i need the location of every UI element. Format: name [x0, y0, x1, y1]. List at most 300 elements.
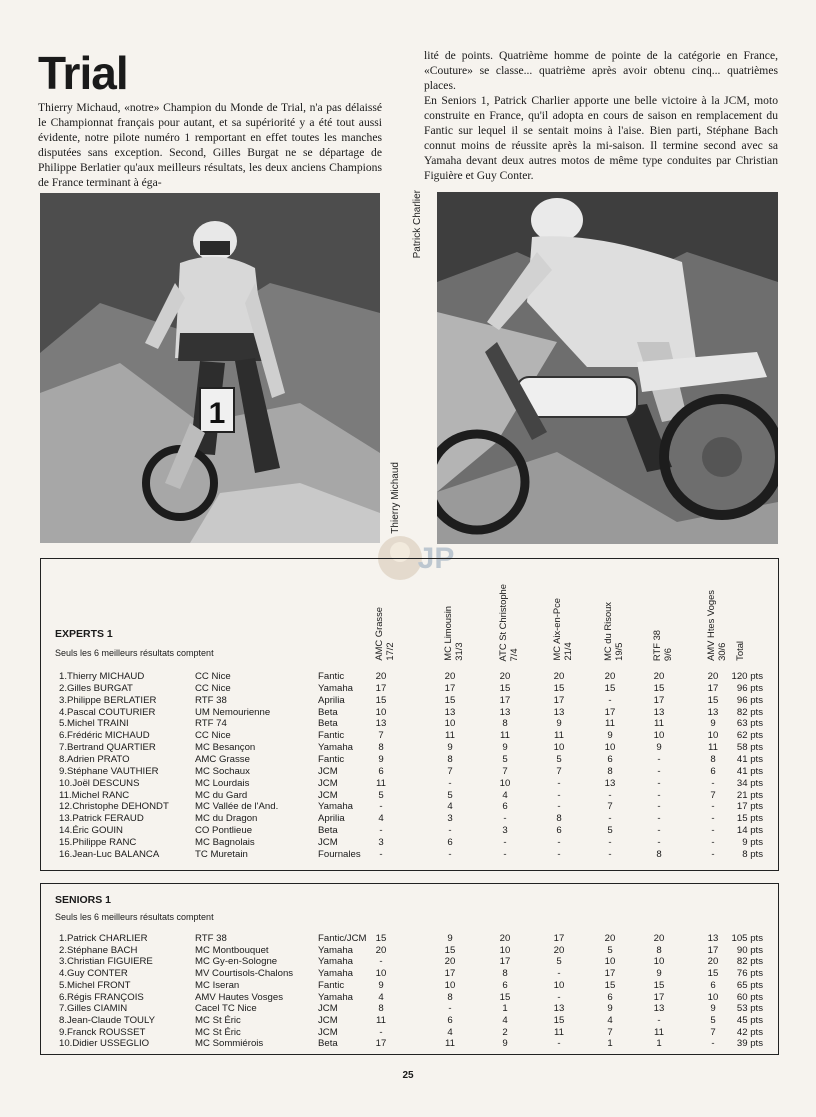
round-score: 20: [444, 956, 456, 968]
round-score: 10: [604, 742, 616, 754]
rider-name: 1.Patrick CHARLIER: [59, 933, 148, 944]
motorcycle-make: Yamaha: [318, 742, 354, 754]
motorcycle-make: Fantic: [318, 753, 345, 765]
round-score: -: [557, 836, 561, 848]
table-row: [41, 849, 778, 861]
motorcycle-make: Beta: [318, 825, 338, 837]
round-score: 10: [375, 968, 387, 980]
round-score: 20: [653, 933, 665, 944]
round-score: 17: [375, 1038, 387, 1050]
rider-club: MC Vallée de l'And.: [195, 801, 279, 813]
rider-name: 3.Philippe BERLATIER: [59, 694, 157, 706]
rider-club: RTF 38: [195, 933, 227, 944]
total-points: 9 pts: [742, 836, 763, 848]
round-score: 10: [444, 718, 456, 730]
round-score: 8: [656, 848, 662, 860]
round-score: 13: [604, 777, 616, 789]
round-score: 4: [607, 1014, 613, 1026]
table-row: [41, 730, 778, 742]
round-score: 17: [604, 706, 616, 718]
round-score: 10: [499, 944, 511, 956]
motorcycle-make: Aprilia: [318, 813, 345, 825]
round-score: 20: [499, 933, 511, 944]
round-score: 11: [554, 730, 564, 742]
rider-club: UM Nemourienne: [195, 706, 271, 718]
round-score: 1: [502, 1003, 508, 1015]
round-score: 11: [554, 1026, 564, 1038]
total-points: 82 pts: [736, 956, 763, 968]
round-score: -: [379, 1026, 383, 1038]
total-points: 41 pts: [736, 765, 763, 777]
round-score: 13: [653, 1003, 665, 1015]
round-score: -: [448, 777, 452, 789]
rider-illustration: [437, 192, 778, 544]
table-row: [41, 933, 778, 945]
round-score: 9: [556, 718, 562, 730]
rider-club: CC Nice: [195, 682, 231, 694]
motorcycle-make: Fantic: [318, 979, 345, 991]
round-score: 11: [445, 730, 455, 742]
total-points: 96 pts: [736, 682, 763, 694]
round-score: -: [657, 765, 661, 777]
round-score: 5: [378, 789, 384, 801]
rider-club: AMV Hautes Vosges: [195, 991, 283, 1003]
column-header-label: AMV Htes Voges 30/6: [705, 590, 727, 661]
round-score: 3: [378, 836, 384, 848]
round-score: 8: [447, 991, 453, 1003]
round-score: 15: [553, 682, 565, 694]
round-score: 9: [710, 1003, 716, 1015]
round-score: -: [557, 848, 561, 860]
rider-club: CC Nice: [195, 730, 231, 742]
table-row: [41, 683, 778, 695]
rider-club: Cacel TC Nice: [195, 1003, 257, 1015]
table-row: [41, 1027, 778, 1039]
round-score: 15: [499, 991, 511, 1003]
rider-club: MC Bagnolais: [195, 836, 255, 848]
round-score: 9: [447, 933, 453, 944]
round-score: 7: [710, 789, 716, 801]
race-bib-number: 1: [208, 397, 226, 430]
round-score: -: [448, 1003, 452, 1015]
round-score: 10: [604, 956, 616, 968]
round-score: 11: [376, 1014, 386, 1026]
motorcycle-make: Yamaha: [318, 968, 354, 980]
round-score: -: [711, 813, 715, 825]
total-points: 15 pts: [736, 813, 763, 825]
round-score: 20: [707, 671, 719, 682]
column-header: [551, 559, 575, 661]
round-score: 9: [710, 718, 716, 730]
round-score: 6: [607, 753, 613, 765]
round-score: 15: [707, 694, 719, 706]
table-row: [41, 790, 778, 802]
round-score: 15: [604, 979, 616, 991]
round-score: 11: [708, 742, 718, 754]
round-score: 7: [710, 1026, 716, 1038]
total-points: 82 pts: [736, 706, 763, 718]
motorcycle-make: JCM: [318, 765, 338, 777]
table-row: [41, 968, 778, 980]
motorcycle-make: JCM: [318, 1014, 338, 1026]
rider-name: 7.Gilles CIAMIN: [59, 1003, 128, 1015]
round-score: 13: [553, 1003, 565, 1015]
motorcycle-make: Yamaha: [318, 944, 354, 956]
round-score: -: [711, 836, 715, 848]
motorcycle-make: JCM: [318, 789, 338, 801]
round-score: -: [711, 801, 715, 813]
round-score: 11: [654, 1026, 664, 1038]
motorcycle-make: JCM: [318, 1003, 338, 1015]
table-row: [41, 695, 778, 707]
round-score: 6: [502, 801, 508, 813]
motorcycle-make: JCM: [318, 777, 338, 789]
round-score: -: [608, 694, 612, 706]
rider-club: MC Sommiérois: [195, 1038, 264, 1050]
round-score: 10: [707, 730, 719, 742]
table-title: SENIORS 1: [55, 894, 112, 906]
total-points: 76 pts: [736, 968, 763, 980]
round-score: -: [503, 813, 507, 825]
total-points: 60 pts: [736, 991, 763, 1003]
round-score: 15: [553, 1014, 565, 1026]
rider-name: 9.Franck ROUSSET: [59, 1026, 146, 1038]
round-score: 15: [444, 694, 456, 706]
rider-club: MC St Éric: [195, 1014, 241, 1026]
round-score: -: [557, 968, 561, 980]
round-score: 8: [656, 944, 662, 956]
page-title: Trial: [38, 47, 128, 99]
total-points: 17 pts: [736, 801, 763, 813]
round-score: 5: [556, 956, 562, 968]
total-points: 62 pts: [736, 730, 763, 742]
round-score: -: [557, 1038, 561, 1050]
rider-club: MC Lourdais: [195, 777, 250, 789]
motorcycle-make: Fantic: [318, 671, 345, 682]
table-row: [41, 1038, 778, 1050]
round-score: -: [448, 825, 452, 837]
round-score: 7: [447, 765, 453, 777]
table-row: [41, 707, 778, 719]
table-row: [41, 813, 778, 825]
rider-name: 9.Stéphane VAUTHIER: [59, 765, 159, 777]
rider-club: MV Courtisols-Chalons: [195, 968, 294, 980]
table-row: [41, 742, 778, 754]
photo-caption-right: Patrick Charlier: [412, 190, 423, 259]
round-score: 6: [447, 836, 453, 848]
rider-name: 5.Michel TRAINI: [59, 718, 129, 730]
motorcycle-make: Yamaha: [318, 991, 354, 1003]
round-score: 8: [710, 753, 716, 765]
round-score: 20: [604, 933, 616, 944]
round-score: 17: [499, 694, 511, 706]
round-score: 10: [553, 742, 565, 754]
round-score: 11: [654, 718, 664, 730]
total-points: 90 pts: [736, 944, 763, 956]
round-score: 10: [444, 979, 456, 991]
motorcycle-make: Aprilia: [318, 694, 345, 706]
round-score: 5: [607, 944, 613, 956]
round-score: -: [557, 991, 561, 1003]
round-score: 8: [502, 718, 508, 730]
round-score: 20: [499, 671, 511, 682]
table-row: [41, 766, 778, 778]
round-score: 20: [707, 956, 719, 968]
total-points: 63 pts: [736, 718, 763, 730]
round-score: 13: [707, 933, 719, 944]
round-score: 9: [378, 979, 384, 991]
round-score: 7: [607, 801, 613, 813]
column-header: [497, 559, 521, 661]
rider-name: 8.Adrien PRATO: [59, 753, 130, 765]
motorcycle-make: JCM: [318, 836, 338, 848]
round-score: -: [557, 801, 561, 813]
table-row: [41, 754, 778, 766]
table-row: [41, 825, 778, 837]
round-score: 17: [444, 682, 456, 694]
total-points: 8 pts: [742, 848, 763, 860]
page-number: 25: [402, 1070, 414, 1081]
round-score: 3: [447, 813, 453, 825]
round-score: 6: [502, 979, 508, 991]
total-points: 34 pts: [736, 777, 763, 789]
rider-name: 6.Régis FRANÇOIS: [59, 991, 144, 1003]
motorcycle-make: Yamaha: [318, 801, 354, 813]
round-score: 15: [653, 979, 665, 991]
round-score: 13: [653, 706, 665, 718]
column-header-label: ATC St Christophe 7/4: [497, 583, 519, 661]
round-score: 11: [605, 718, 615, 730]
round-score: 7: [607, 1026, 613, 1038]
rider-club: MC Besançon: [195, 742, 256, 754]
column-header: [651, 559, 675, 661]
round-score: 7: [556, 765, 562, 777]
motorcycle-make: Fantic/JCM: [318, 933, 367, 944]
round-score: 20: [553, 671, 565, 682]
photo-patrick-charlier: [437, 192, 778, 544]
column-header: [705, 559, 729, 661]
rider-illustration: [40, 193, 380, 543]
article-paragraph: En Seniors 1, Patrick Charlier apporte une belle victoire à la JCM, moto construite en France, qu'il adopta en cours de saison en remplacement du Fantic sur lequel il se sentait moins à l'aise. Bien parti, Stéphane Bach connut moins de réussite après la mi-saison. Il termine second avec sa Yamaha devant deux autres motos de même type conduites par Christian Figuière et Guy Conter.: [424, 94, 778, 182]
photo-thierry-michaud: [40, 193, 380, 543]
round-score: 7: [502, 765, 508, 777]
round-score: 9: [378, 753, 384, 765]
round-score: 11: [500, 730, 510, 742]
rider-club: CO Pontlieue: [195, 825, 253, 837]
total-points: 45 pts: [736, 1014, 763, 1026]
round-score: 8: [447, 753, 453, 765]
round-score: 17: [553, 933, 565, 944]
round-score: 15: [375, 933, 387, 944]
round-score: 6: [607, 991, 613, 1003]
round-score: 8: [556, 813, 562, 825]
table-row: [41, 1003, 778, 1015]
column-header-label: RTF 38 9/6: [651, 629, 673, 661]
seniors-standings-table: [40, 883, 779, 1055]
round-score: 6: [710, 979, 716, 991]
rider-name: 4.Guy CONTER: [59, 968, 128, 980]
round-score: 4: [502, 1014, 508, 1026]
article-column-right: [424, 48, 778, 183]
motorcycle-make: Beta: [318, 718, 338, 730]
total-points: 21 pts: [736, 789, 763, 801]
round-score: 17: [499, 956, 511, 968]
round-score: 17: [444, 968, 456, 980]
rider-club: MC du Dragon: [195, 813, 258, 825]
rider-name: 6.Frédéric MICHAUD: [59, 730, 150, 742]
rider-name: 2.Gilles BURGAT: [59, 682, 133, 694]
rider-name: 10.Didier USSEGLIO: [59, 1038, 150, 1050]
round-score: -: [379, 848, 383, 860]
column-header-label: MC Limousin 31/3: [442, 606, 464, 661]
round-score: 9: [607, 1003, 613, 1015]
column-header: [373, 559, 397, 661]
round-score: 15: [499, 682, 511, 694]
round-score: 10: [375, 706, 387, 718]
round-score: 17: [653, 694, 665, 706]
round-score: -: [711, 848, 715, 860]
round-score: 8: [607, 765, 613, 777]
round-score: 10: [553, 979, 565, 991]
round-score: 20: [375, 944, 387, 956]
table-row: [41, 671, 778, 683]
round-score: 20: [553, 944, 565, 956]
motorcycle-make: Yamaha: [318, 682, 354, 694]
rider-club: MC Sochaux: [195, 765, 250, 777]
total-points: 14 pts: [736, 825, 763, 837]
round-score: 3: [502, 825, 508, 837]
column-header: [442, 559, 466, 661]
round-score: 6: [447, 1014, 453, 1026]
round-score: 13: [553, 706, 565, 718]
round-score: -: [503, 836, 507, 848]
motorcycle-make: Beta: [318, 706, 338, 718]
round-score: 15: [604, 682, 616, 694]
round-score: -: [657, 1014, 661, 1026]
total-points: 53 pts: [736, 1003, 763, 1015]
round-score: 10: [653, 956, 665, 968]
round-score: -: [657, 813, 661, 825]
motorcycle-make: Fantic: [318, 730, 345, 742]
motorcycle-make: JCM: [318, 1026, 338, 1038]
round-score: 7: [378, 730, 384, 742]
round-score: -: [608, 813, 612, 825]
round-score: 9: [502, 742, 508, 754]
rider-club: CC Nice: [195, 671, 231, 682]
round-score: 17: [553, 694, 565, 706]
round-score: 1: [607, 1038, 613, 1050]
rider-name: 4.Pascal COUTURIER: [59, 706, 156, 718]
round-score: 5: [447, 789, 453, 801]
column-header-label: MC Aix-en-Pce 21/4: [551, 598, 573, 661]
round-score: -: [379, 825, 383, 837]
table-row: [41, 801, 778, 813]
round-score: 13: [707, 706, 719, 718]
motorcycle-make: Beta: [318, 1038, 338, 1050]
round-score: 4: [378, 991, 384, 1003]
round-score: 10: [499, 777, 511, 789]
round-score: 9: [502, 1038, 508, 1050]
rider-club: MC du Gard: [195, 789, 248, 801]
rider-name: 5.Michel FRONT: [59, 979, 131, 991]
round-score: -: [657, 753, 661, 765]
rider-name: 3.Christian FIGUIERE: [59, 956, 153, 968]
rider-club: RTF 74: [195, 718, 227, 730]
total-points: 120 pts: [731, 671, 763, 682]
round-score: 10: [707, 991, 719, 1003]
round-score: 2: [502, 1026, 508, 1038]
round-score: -: [711, 825, 715, 837]
round-score: 9: [607, 730, 613, 742]
round-score: -: [608, 836, 612, 848]
rider-name: 1.Thierry MICHAUD: [59, 671, 145, 682]
round-score: 4: [447, 1026, 453, 1038]
round-score: 20: [653, 671, 665, 682]
round-score: -: [379, 956, 383, 968]
total-points: 39 pts: [736, 1038, 763, 1050]
round-score: 10: [653, 730, 665, 742]
table-title: EXPERTS 1: [55, 628, 113, 640]
photo-caption-left: Thierry Michaud: [390, 462, 401, 534]
total-points: 42 pts: [736, 1026, 763, 1038]
round-score: 13: [444, 706, 456, 718]
table-row: [41, 956, 778, 968]
round-score: 13: [375, 718, 387, 730]
column-header: [734, 559, 758, 661]
rider-name: 2.Stéphane BACH: [59, 944, 138, 956]
round-score: 4: [447, 801, 453, 813]
round-score: 20: [444, 671, 456, 682]
round-score: -: [503, 848, 507, 860]
table-row: [41, 945, 778, 957]
round-score: 9: [447, 742, 453, 754]
round-score: 15: [375, 694, 387, 706]
round-score: 6: [710, 765, 716, 777]
round-score: -: [657, 836, 661, 848]
rider-club: TC Muretain: [195, 848, 248, 860]
round-score: -: [657, 789, 661, 801]
round-score: 20: [604, 671, 616, 682]
table-note: Seuls les 6 meilleurs résultats comptent: [55, 648, 214, 658]
total-points: 105 pts: [731, 933, 763, 944]
round-score: 15: [707, 968, 719, 980]
table-row: [41, 1015, 778, 1027]
motorcycle-make: Fournales: [318, 848, 361, 860]
round-score: 8: [378, 1003, 384, 1015]
round-score: 20: [375, 671, 387, 682]
total-points: 65 pts: [736, 979, 763, 991]
round-score: 15: [653, 682, 665, 694]
total-points: 41 pts: [736, 753, 763, 765]
round-score: 17: [653, 991, 665, 1003]
round-score: 17: [604, 968, 616, 980]
round-score: -: [608, 789, 612, 801]
column-header: [602, 559, 626, 661]
watermark-text: JP: [417, 542, 455, 575]
rider-club: AMC Grasse: [195, 753, 250, 765]
table-row: [41, 992, 778, 1004]
table-row: [41, 980, 778, 992]
round-score: 6: [378, 765, 384, 777]
rider-club: MC Gy-en-Sologne: [195, 956, 278, 968]
round-score: 9: [656, 968, 662, 980]
round-score: 1: [656, 1038, 662, 1050]
rider-name: 8.Jean-Claude TOULY: [59, 1014, 155, 1026]
rider-name: 10.Joël DESCUNS: [59, 777, 140, 789]
round-score: 6: [556, 825, 562, 837]
round-score: -: [711, 777, 715, 789]
round-score: -: [657, 801, 661, 813]
